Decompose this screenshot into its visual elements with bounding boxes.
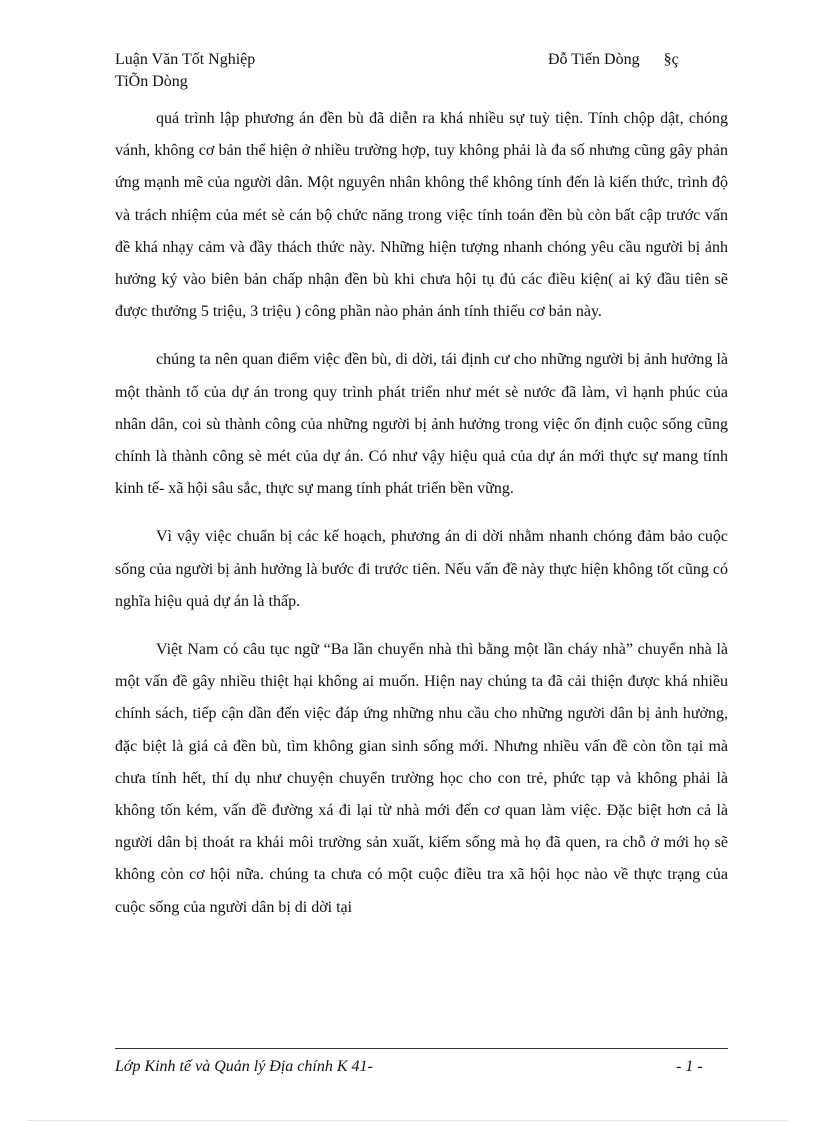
paragraph-2: chúng ta nên quan điểm việc đền bù, di dời, tái định cư cho những người bị ảnh hưởng là một thành tố của dự án trong quy trình phát triển như mét sè nước đã làm, vì hạnh phúc của nhân dân, coi sù thành công của những người bị ảnh hưởng trong việc ổn định cuộc sống cũng chính là thành công sè mét của dự án. Có như vậy hiệu quả của dự án mới thực sự mang tính kinh tế- xã hội sâu sắc, thực sự mang tính phát triển bền vững.	[115, 351, 728, 498]
header-symbol: §ç	[663, 51, 679, 68]
header-thesis-title: Luận Văn Tốt Nghiệp	[115, 51, 256, 68]
header-author	[548, 49, 679, 70]
paragraph-4: Việt Nam có câu tục ngữ “Ba lần chuyển nhà thì bằng một lần cháy nhà” chuyển nhà là một vấn đề gây nhiều thiệt hại không ai muốn. Hiện nay chúng ta đã cải thiện được khá nhiều chính sách, tiếp cận dần đến việc đáp ứng những nhu cầu cho những người dân bị ảnh hưởng, đặc biệt là giá cả đền bù, tìm không gian sinh sống mới. Nhưng nhiều vấn đề còn tồn tại mà chưa tính hết, thí dụ như chuyện chuyển trường học cho con trẻ, phức tạp và không phải là không tốn kém, vấn đề đường xá đi lại từ nhà mới đến cơ quan làm việc. Đặc biệt hơn cả là người dân bị thoát ra khái môi trường sản xuất, kiếm sống mà họ đã quen, ra chỗ ở mới họ sẽ không còn cơ hội nữa. chúng ta chưa có một cuộc điều tra xã hội học nào về thực trạng của cuộc sống của người dân bị di dời tại	[115, 641, 728, 916]
footer-divider	[115, 1048, 728, 1049]
page-edge-divider	[28, 1120, 788, 1121]
header-author-name: Đỗ Tiến Dòng	[548, 51, 640, 68]
page-number: - 1 -	[676, 1058, 703, 1075]
paragraph-3: Vì vậy việc chuẩn bị các kế hoạch, phương án di dời nhằm nhanh chóng đảm bảo cuộc sống của người bị ảnh hưởng là bước đi trước tiên. Nếu vấn đề này thực hiện không tốt cũng có nghĩa hiệu quả dự án là thấp.	[115, 528, 728, 610]
footer-class-label: Lớp Kinh tế và Quản lý Địa chính K 41-	[115, 1058, 373, 1075]
header-author-fragment: TiÕn Dòng	[115, 73, 188, 90]
document-body	[115, 103, 728, 940]
paragraph-1: quá trình lập phương án đền bù đã diễn ra khá nhiều sự tuỳ tiện. Tính chộp dật, chóng vánh, không cơ bản thể hiện ở nhiều trường hợp, tuy không phải là đa số nhưng cũng gây phản ứng mạnh mẽ của người dân. Một nguyên nhân không thể không tính đến là kiến thức, trình độ và trách nhiệm của mét sè cán bộ chức năng trong việc tính toán đền bù còn bất cập trước vấn đề khá nhạy cảm và đầy thách thức này. Những hiện tượng nhanh chóng yêu cầu người bị ảnh hưởng ký vào biên bản chấp nhận đền bù khi chưa hội tụ đủ các điều kiện( ai ký đầu tiên sẽ được thưởng 5 triệu, 3 triệu ) công phần nào phản ánh tính thiếu cơ bản này.	[115, 110, 728, 321]
